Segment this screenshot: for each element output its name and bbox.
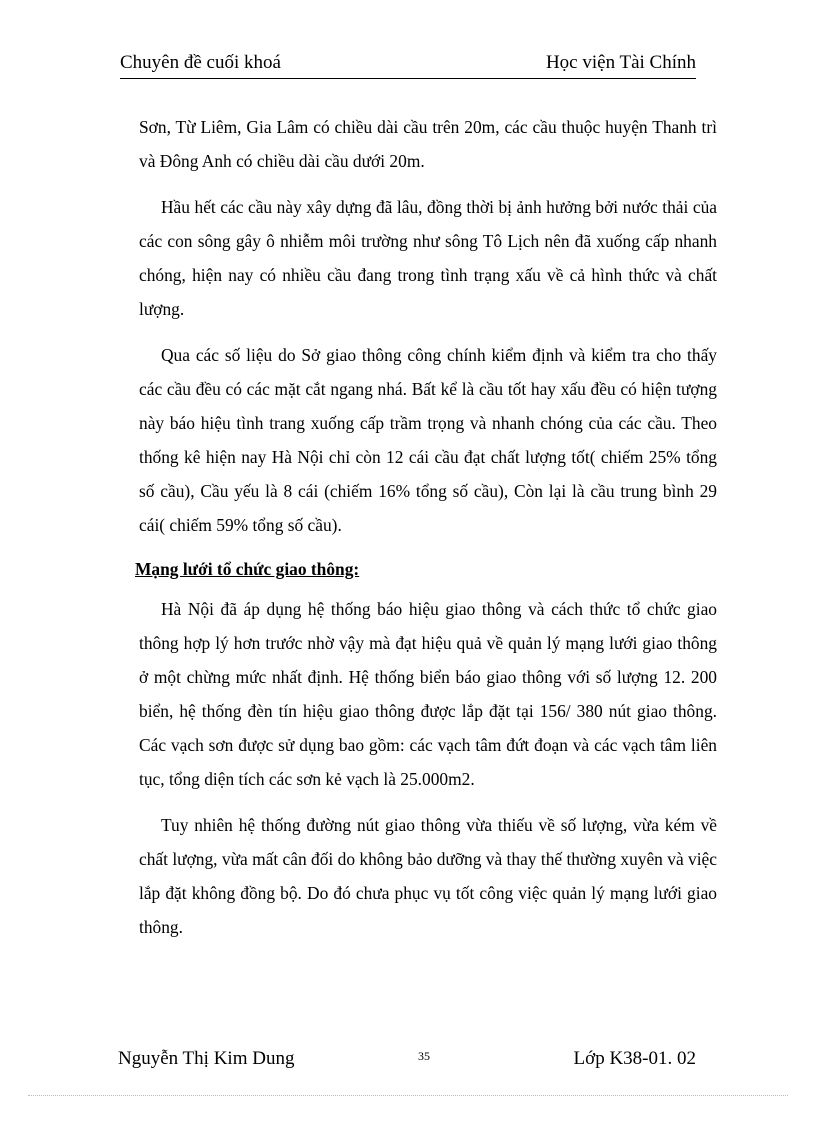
paragraph-continued: Sơn, Từ Liêm, Gia Lâm có chiều dài cầu trên 20m, các cầu thuộc huyện Thanh trì và Đông Anh có chiều dài cầu dưới 20m.: [139, 117, 717, 171]
paragraph: Tuy nhiên hệ thống đường nút giao thông vừa thiếu về số lượng, vừa kém về chất lượng, vừa mất cân đối do không bảo dưỡng và thay thế thường xuyên và việc lắp đặt không đồng bộ. Do đó chưa phục vụ tốt công việc quản lý mạng lưới giao thông.: [139, 815, 717, 937]
footer-author: Nguyễn Thị Kim Dung: [118, 1048, 295, 1069]
page-footer: [118, 1048, 696, 1078]
paragraph: Hà Nội đã áp dụng hệ thống báo hiệu giao thông và cách thức tổ chức giao thông hợp lý hơn trước nhờ vậy mà đạt hiệu quả về quản lý mạng lưới giao thông ở một chừng mức nhất định. Hệ thống biển báo giao thông với số lượng 12. 200 biển, hệ thống đèn tín hiệu giao thông được lắp đặt tại 156/ 380 nút giao thông. Các vạch sơn được sử dụng bao gồm: các vạch tâm đứt đoạn và các vạch tâm liên tục, tổng diện tích các sơn kẻ vạch là 25.000m2.: [139, 599, 717, 789]
paragraph: Hầu hết các cầu này xây dựng đã lâu, đồng thời bị ảnh hưởng bởi nước thải của các con sông gây ô nhiễm môi trường như sông Tô Lịch nên đã xuống cấp nhanh chóng, hiện nay có nhiều cầu đang trong tình trạng xấu về cả hình thức và chất lượng.: [139, 197, 717, 319]
page-number: 35: [418, 1049, 430, 1063]
bottom-divider: [28, 1095, 788, 1096]
footer-class: Lớp K38-01. 02: [573, 1048, 696, 1069]
section-heading: Mạng lưới tổ chức giao thông:: [135, 559, 360, 579]
page-header: [120, 52, 696, 79]
document-body: [135, 110, 717, 956]
paragraph: Qua các số liệu do Sở giao thông công chính kiểm định và kiểm tra cho thấy các cầu đều có các mặt cắt ngang nhá. Bất kể là cầu tốt hay xấu đều có hiện tượng này báo hiệu tình trang xuống cấp trầm trọng và nhanh chóng của các cầu. Theo thống kê hiện nay Hà Nội chỉ còn 12 cái cầu đạt chất lượng tốt( chiếm 25% tổng số cầu), Cầu yếu là 8 cái (chiếm 16% tổng số cầu), Còn lại là cầu trung bình 29 cái( chiếm 59% tổng số cầu).: [139, 345, 717, 535]
header-institution: Học viện Tài Chính: [545, 52, 696, 73]
header-title: Chuyên đề cuối khoá: [120, 52, 281, 73]
